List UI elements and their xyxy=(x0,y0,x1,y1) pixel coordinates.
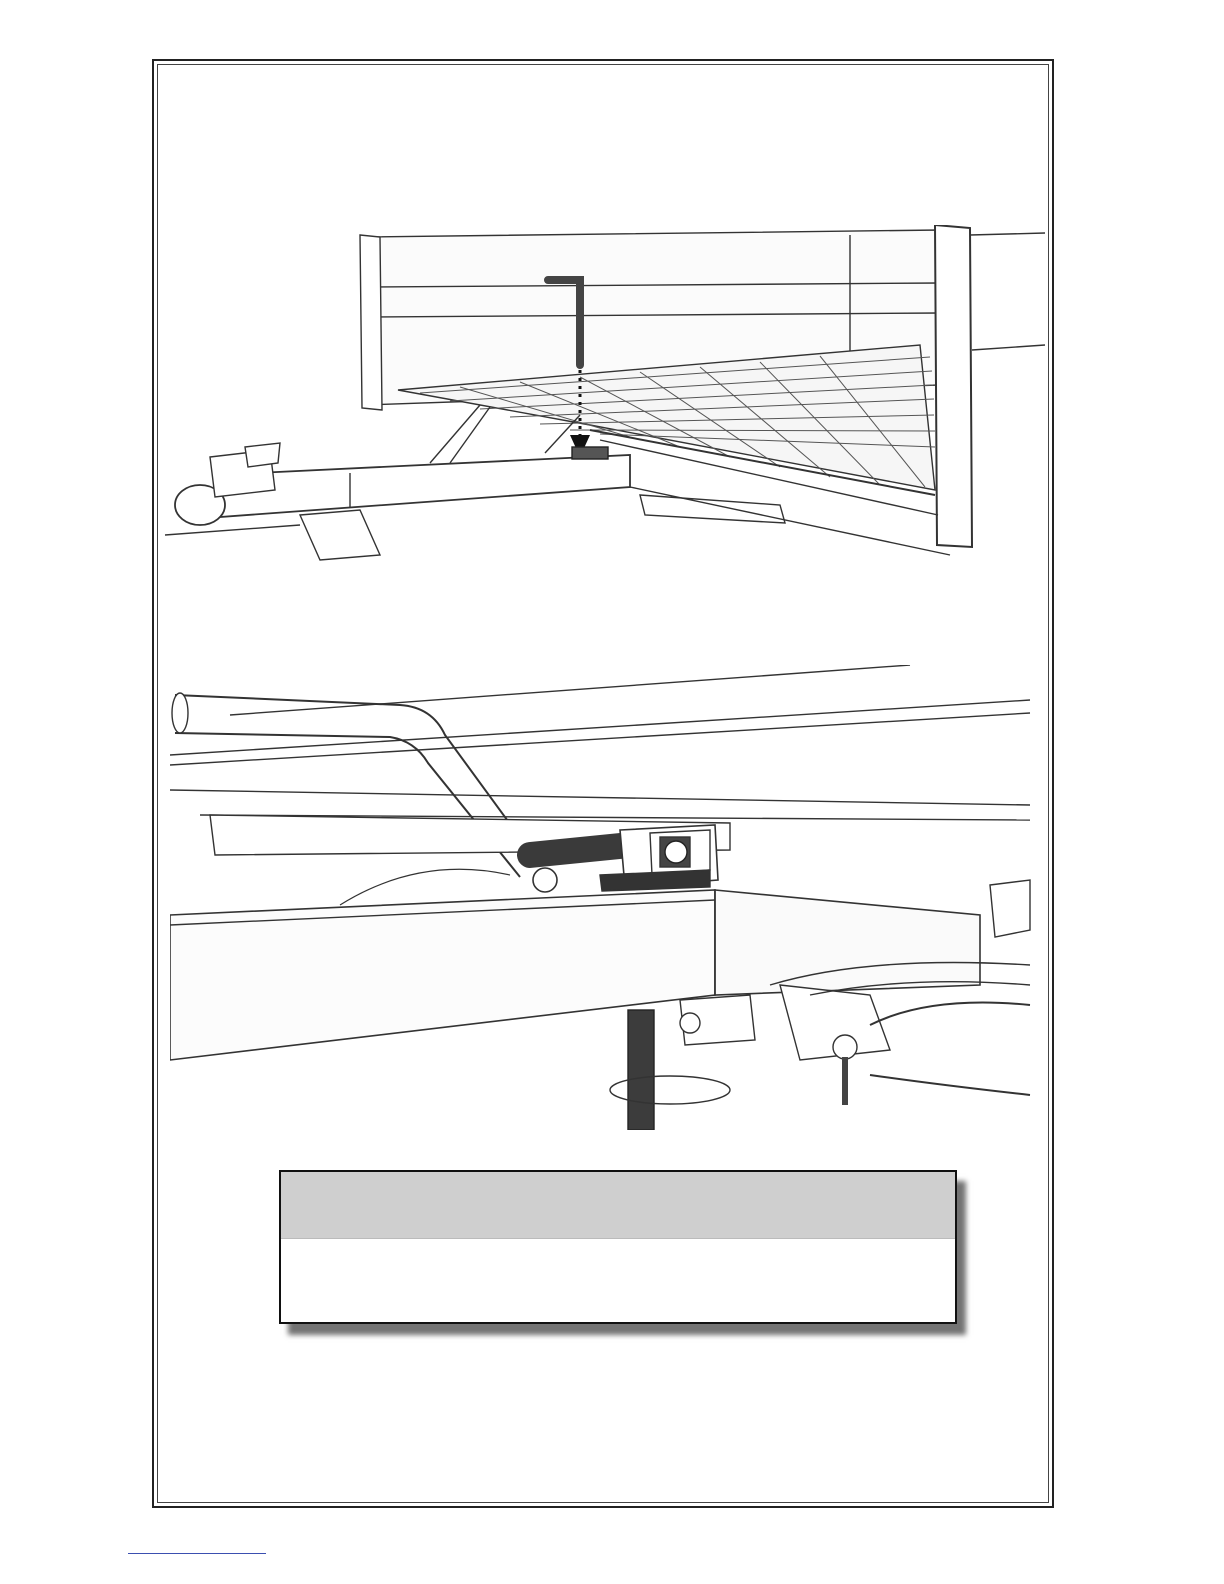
note-box xyxy=(279,1170,957,1324)
note-header xyxy=(281,1172,955,1239)
figure-tongue-underside-detail xyxy=(170,665,1040,1130)
note-body xyxy=(281,1239,955,1307)
figure-trailer-pin-insertion xyxy=(160,225,1050,575)
footer-link-underline[interactable] xyxy=(128,1553,266,1554)
